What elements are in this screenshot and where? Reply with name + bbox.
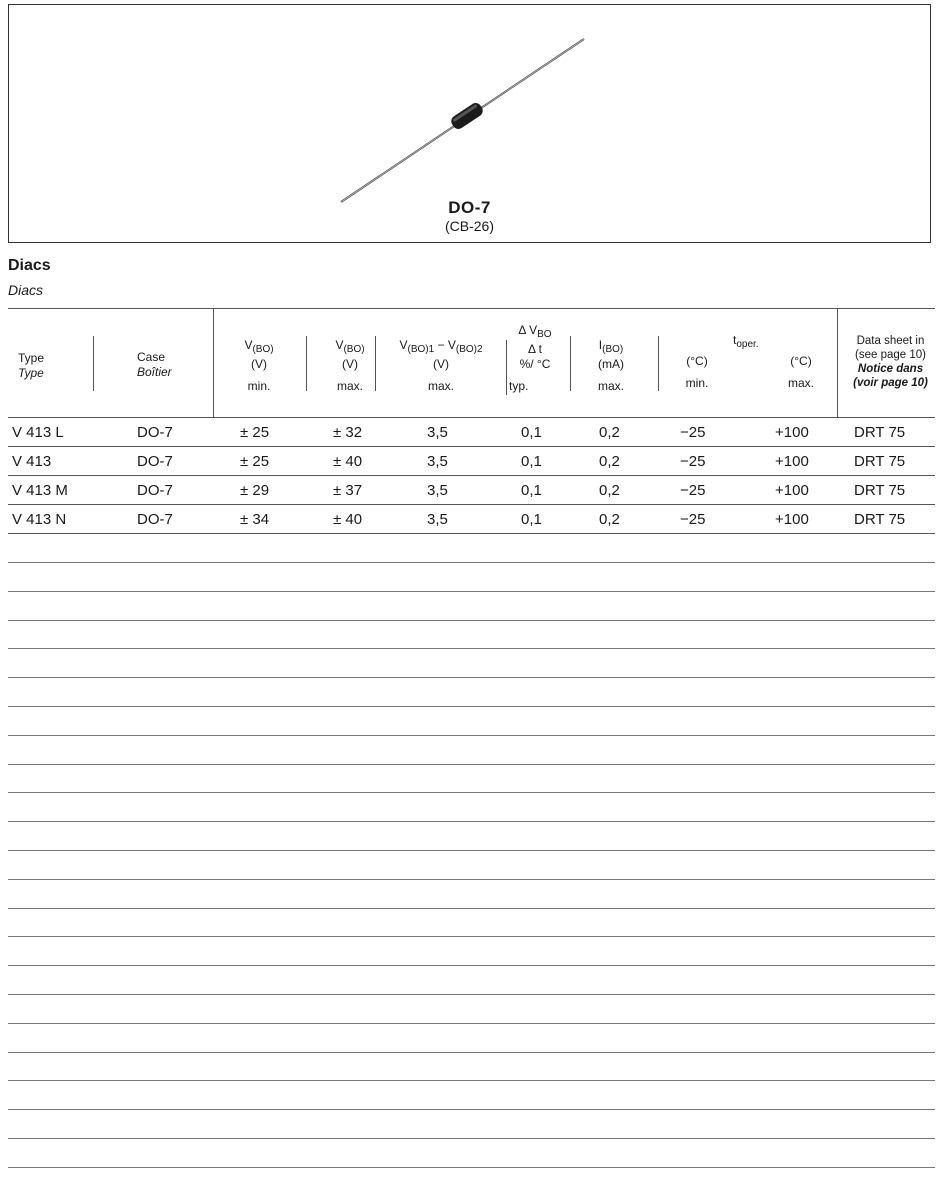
blank-rule [8, 908, 935, 909]
blank-rule [8, 1023, 935, 1024]
toper-max-note: max. [787, 376, 814, 390]
cell-case: DO-7 [137, 453, 173, 470]
cell-delta: 0,1 [521, 453, 542, 470]
delta-t-symbol: Δ t [527, 342, 543, 356]
header-toper-max [783, 354, 819, 391]
blank-rule [8, 735, 935, 736]
row-rule [8, 446, 935, 447]
header-vbo-diff [377, 338, 505, 394]
cell-ibo: 0,2 [599, 482, 620, 499]
ibo-unit: (mA) [598, 357, 624, 371]
vbo-min-unit: (V) [251, 357, 267, 371]
table-row [0, 505, 945, 533]
table-row [0, 476, 945, 504]
blank-rule [8, 764, 935, 765]
blank-rule [8, 562, 935, 563]
cell-type: V 413 M [12, 482, 68, 499]
header-divider [506, 340, 507, 395]
cell-ibo: 0,2 [599, 453, 620, 470]
cell-type: V 413 [12, 453, 52, 470]
header-type-en: Type [18, 351, 45, 365]
cell-datasheet: DRT 75 [854, 424, 906, 441]
header-divider [570, 336, 571, 391]
cell-ibo: 0,2 [599, 424, 620, 441]
vbo-min-note: min. [247, 379, 271, 393]
cell-datasheet: DRT 75 [854, 482, 906, 499]
toper-min-note: min. [685, 376, 709, 390]
table-row [0, 447, 945, 475]
header-vbo-max [325, 338, 375, 394]
blank-rule [8, 879, 935, 880]
header-case-fr: Boîtier [137, 365, 172, 379]
datasheet-fr-page: (voir page 10) [853, 377, 928, 389]
cell-vbo-max: ± 32 [333, 424, 363, 441]
cell-case: DO-7 [137, 482, 173, 499]
cell-vbo-max: ± 40 [333, 453, 363, 470]
delta-vbo-symbol: Δ V [518, 323, 538, 337]
cell-tmin: −25 [680, 511, 706, 528]
cell-vbo-min: ± 25 [240, 424, 270, 441]
header-divider [93, 336, 94, 391]
header-divider [837, 308, 838, 418]
ibo-note: max. [597, 379, 624, 393]
cell-vbo-diff: 3,5 [427, 511, 448, 528]
cell-tmin: −25 [680, 424, 706, 441]
cell-type: V 413 L [12, 424, 64, 441]
blank-rule [8, 792, 935, 793]
blank-rule [8, 850, 935, 851]
vbo1-symbol: V [399, 338, 408, 352]
header-toper-min [680, 354, 714, 391]
toper-min-unit: (°C) [686, 354, 708, 368]
blank-rule [8, 591, 935, 592]
cell-type: V 413 N [12, 511, 67, 528]
delta-vbo-subscript: BO [537, 329, 552, 340]
blank-rule [8, 965, 935, 966]
blank-rule [8, 706, 935, 707]
vbo-subscript: (BO) [252, 344, 274, 355]
cell-vbo-min: ± 34 [240, 511, 270, 528]
header-type-fr: Type [18, 366, 44, 380]
blank-rule [8, 648, 935, 649]
blank-rule [8, 1138, 935, 1139]
header-case-en: Case [137, 350, 166, 364]
cell-case: DO-7 [137, 511, 173, 528]
package-name: DO-7 [448, 198, 491, 217]
minus-sign: − [434, 338, 448, 352]
cell-tmax: +100 [775, 482, 809, 499]
header-case [137, 350, 172, 380]
cell-delta: 0,1 [521, 424, 542, 441]
datasheet-fr: Notice dans [857, 363, 924, 375]
blank-rule [8, 936, 935, 937]
cell-vbo-min: ± 29 [240, 482, 270, 499]
blank-rule [8, 821, 935, 822]
blank-rule [8, 620, 935, 621]
cell-tmax: +100 [775, 511, 809, 528]
cell-vbo-max: ± 40 [333, 511, 363, 528]
cell-delta: 0,1 [521, 482, 542, 499]
table-top-rule [8, 308, 935, 309]
header-divider [375, 336, 376, 391]
cell-datasheet: DRT 75 [854, 453, 906, 470]
blank-rule [8, 1167, 935, 1168]
vbo-diff-note: max. [427, 379, 454, 393]
row-rule [8, 475, 935, 476]
package-alt-name: (CB-26) [444, 218, 494, 234]
vbo2-subscript: (BO)2 [455, 344, 483, 355]
header-datasheet [842, 334, 939, 390]
cell-tmax: +100 [775, 424, 809, 441]
cell-tmax: +100 [775, 453, 809, 470]
table-row [0, 418, 945, 446]
vbo-subscript: (BO) [343, 344, 365, 355]
header-ibo [588, 338, 634, 394]
toper-subscript: oper. [736, 339, 759, 350]
package-illustration-box [8, 4, 931, 243]
cell-datasheet: DRT 75 [854, 511, 906, 528]
vbo-diff-unit: (V) [433, 357, 449, 371]
cell-ibo: 0,2 [599, 511, 620, 528]
row-rule [8, 504, 935, 505]
header-divider [306, 336, 307, 391]
vbo-max-note: max. [336, 379, 363, 393]
toper-symbol: t [733, 333, 737, 347]
vbo-symbol: V [244, 338, 253, 352]
ibo-subscript: (BO) [602, 344, 624, 355]
cell-tmin: −25 [680, 482, 706, 499]
blank-rule [8, 1052, 935, 1053]
section-title: Diacs [8, 257, 51, 274]
row-rule [8, 533, 935, 534]
blank-rule [8, 1080, 935, 1081]
cell-delta: 0,1 [521, 511, 542, 528]
ibo-symbol: I [598, 338, 603, 352]
header-delta-vbo [509, 323, 561, 394]
delta-unit: %/ °C [519, 357, 551, 371]
header-type [18, 351, 44, 381]
toper-max-unit: (°C) [790, 354, 812, 368]
cell-vbo-max: ± 37 [333, 482, 363, 499]
header-toper [733, 333, 759, 352]
cell-vbo-diff: 3,5 [427, 482, 448, 499]
datasheet-en-page: (see page 10) [855, 349, 926, 361]
cell-vbo-min: ± 25 [240, 453, 270, 470]
cell-tmin: −25 [680, 453, 706, 470]
vbo-max-unit: (V) [342, 357, 358, 371]
blank-rule [8, 1109, 935, 1110]
blank-rule [8, 677, 935, 678]
blank-rule [8, 994, 935, 995]
header-divider [213, 308, 214, 418]
cell-vbo-diff: 3,5 [427, 424, 448, 441]
vbo1-subscript: (BO)1 [407, 344, 435, 355]
delta-note: typ. [509, 379, 529, 393]
vbo-symbol: V [335, 338, 344, 352]
cell-case: DO-7 [137, 424, 173, 441]
header-vbo-min [234, 338, 284, 394]
section-subtitle: Diacs [8, 282, 44, 298]
datasheet-en: Data sheet in [856, 335, 925, 347]
cell-vbo-diff: 3,5 [427, 453, 448, 470]
header-divider [658, 336, 659, 391]
vbo2-symbol: V [447, 338, 456, 352]
